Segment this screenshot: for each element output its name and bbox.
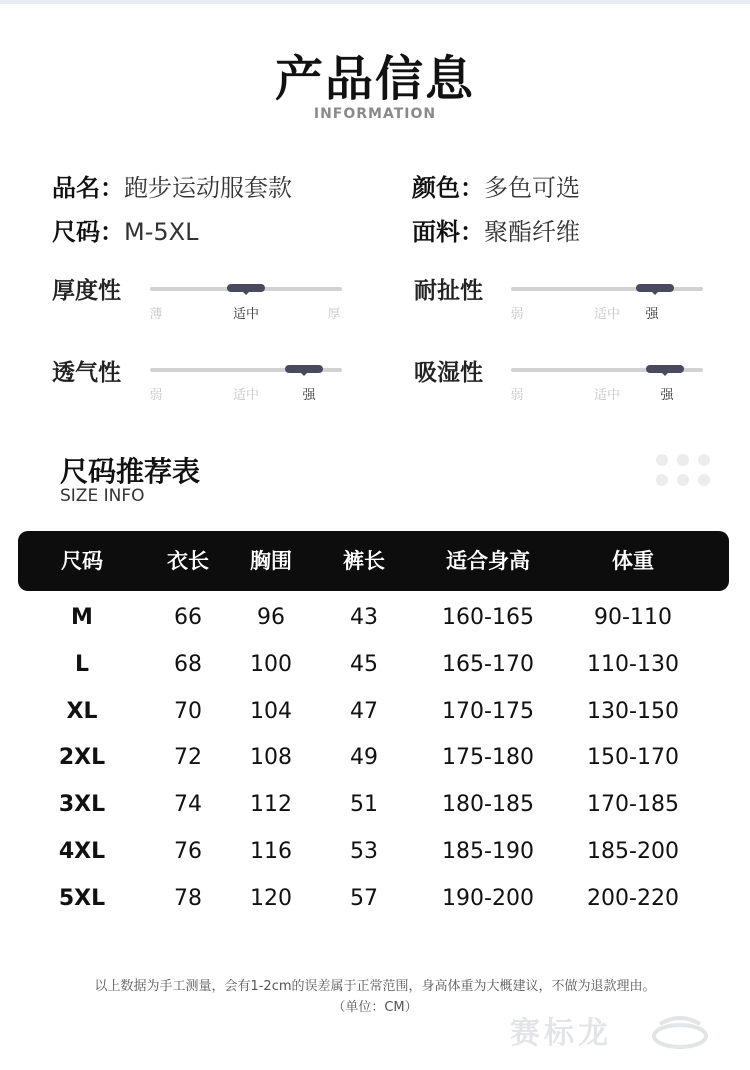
cell-weight: 200-220 [587,885,679,911]
scale-tick: 强 [302,388,316,403]
cell-height: 160-165 [442,605,534,630]
table-row [18,645,729,685]
size-table-header [18,531,729,591]
cell-pants-length: 57 [350,885,378,911]
table-row [18,738,729,778]
scale-tick: 适中 [593,388,621,403]
header-chest: 胸围 [250,549,292,573]
table-row [18,598,729,638]
info-name-value: 跑步运动服套款 [124,174,292,202]
dot [656,474,668,486]
info-name-label: 品名： [52,174,124,202]
cell-size: XL [66,698,98,724]
info-color-label: 颜色： [412,174,484,202]
table-row [18,832,729,872]
header-size: 尺码 [61,549,103,573]
scale-tick: 弱 [510,388,524,403]
cell-chest: 112 [250,792,292,818]
info-color [412,168,580,203]
table-row [18,785,729,825]
cell-chest: 120 [250,885,292,911]
info-color-value: 多色可选 [484,174,580,202]
scale-tick: 强 [645,307,659,322]
scale-tick: 适中 [232,307,260,322]
cell-chest: 100 [250,651,292,677]
scale-track [511,287,703,291]
scale-tick: 弱 [510,307,524,322]
metric-name-tear-resistance: 耐扯性 [414,278,483,304]
cell-weight: 185-200 [587,839,679,864]
scale-marker [646,365,684,373]
page-title: 产品信息 [274,51,475,107]
cell-chest: 108 [250,745,292,771]
dot [698,454,710,466]
page-subtitle: INFORMATION [313,106,437,122]
size-section-subtitle: SIZE INFO [60,486,145,506]
cell-pants-length: 53 [350,839,378,864]
cell-pants-length: 45 [350,651,378,677]
cell-pants-length: 47 [350,698,378,724]
cell-pants-length: 51 [350,792,378,818]
dot [656,454,668,466]
header-top-length: 衣长 [167,549,209,573]
header-weight: 体重 [612,549,654,573]
cell-weight: 90-110 [594,605,672,630]
header-height: 适合身高 [446,549,530,573]
cell-size: L [74,651,90,677]
size-section-title: 尺码推荐表 [60,455,201,488]
unit-note: （单位：CM） [332,1000,418,1015]
metric-name-moisture-absorption: 吸湿性 [414,360,483,386]
watermark-text: 赛标龙 [510,1016,612,1051]
info-size-label: 尺码： [52,218,124,246]
cell-top-length: 74 [174,792,202,818]
cell-pants-length: 43 [350,605,378,630]
cell-weight: 170-185 [587,792,679,818]
scale-marker [636,284,674,292]
cell-top-length: 68 [174,651,202,677]
cell-top-length: 78 [174,885,202,911]
cell-weight: 150-170 [587,745,679,771]
dot [677,474,689,486]
cell-chest: 104 [250,698,292,724]
metric-name-thickness: 厚度性 [52,278,121,304]
cell-top-length: 76 [174,839,202,864]
info-fabric-label: 面料： [412,218,484,246]
cell-size: 4XL [58,839,106,864]
info-size [52,212,198,247]
cell-size: M [71,605,93,630]
cell-top-length: 72 [174,745,202,771]
cell-height: 170-175 [442,698,534,724]
scale-tick: 强 [660,388,674,403]
scale-tick: 弱 [149,388,163,403]
scale-marker [285,365,323,373]
cell-weight: 110-130 [587,651,679,677]
cell-top-length: 70 [174,698,202,724]
cell-top-length: 66 [174,605,202,630]
table-row [18,879,729,919]
cell-size: 5XL [58,885,106,911]
cell-pants-length: 49 [350,745,378,771]
metric-scale-moisture-absorption [511,360,703,410]
cell-chest: 96 [257,605,285,630]
metric-scale-thickness [150,279,342,329]
top-divider [0,0,750,4]
header-pants-length: 裤长 [343,549,385,573]
cell-chest: 116 [250,839,292,864]
info-name [52,168,292,203]
watermark-icon [650,1012,710,1052]
scale-tick: 厚 [327,307,341,322]
metric-scale-tear-resistance [511,279,703,329]
info-fabric [412,212,580,247]
dot [698,474,710,486]
scale-tick: 适中 [593,307,621,322]
cell-size: 3XL [58,792,106,818]
cell-size: 2XL [58,745,106,771]
dot [677,454,689,466]
measurement-note: 以上数据为手工测量，会有1-2cm的误差属于正常范围，身高体重为大概建议，不做为退款理由。 [94,979,656,994]
metric-name-breathability: 透气性 [52,360,121,386]
cell-height: 180-185 [442,792,534,818]
cell-height: 185-190 [442,839,534,864]
cell-weight: 130-150 [587,698,679,724]
metric-scale-breathability [150,360,342,410]
decorative-dots [656,454,710,488]
table-row [18,692,729,732]
cell-height: 190-200 [442,885,534,911]
info-size-value: M-5XL [124,218,199,246]
scale-tick: 薄 [149,307,163,322]
cell-height: 165-170 [442,651,534,677]
scale-marker [227,284,265,292]
scale-tick: 适中 [232,388,260,403]
cell-height: 175-180 [442,745,534,771]
info-fabric-value: 聚酯纤维 [484,218,580,246]
